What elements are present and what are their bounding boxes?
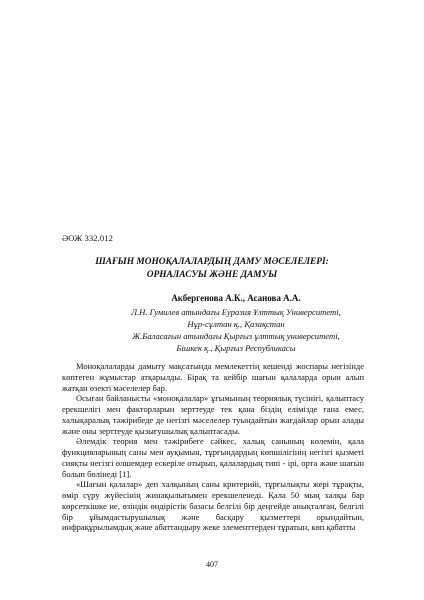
author-names: Акбергенова А.К., Асанова А.А. bbox=[171, 293, 301, 303]
affiliation-line: Бішкек қ., Қырғыз Республикасы bbox=[176, 343, 296, 353]
paragraph: Осыған байланысты «моноқалалар» ұғымының теориялық түсінігі, қалыптасу ерекшелігі мен факторларын зерттеуде тек қана біздің елімізде ғана емес, халықаралық тәжірибеде де негізгі мәселелер туындайтын жағдайлар орын алады және оны зерттеуде қызығушылық қалыптасады. bbox=[62, 393, 364, 436]
paragraph: «Шағын қалалар» деп халқының саны критерийі, тұрғылықты жері тұрақты, өмір сүру жүйесінің жинақылығымен ерекшеленеді. Қала 50 мың халқы бар көрсеткішке ие, өзіндік өндірістік базасы белгілі бір деңгейде анықталған, белгілі бір ұйымдастырушылық және басқару қызметтері орындайтын, инфрақұрылымдық және абаттандыру жеке элементтерден тұратын, көп қабатты bbox=[62, 479, 364, 533]
udc-code: ӘОЖ 332.012 bbox=[62, 233, 114, 243]
body-text bbox=[62, 361, 364, 533]
affiliation-line: Л.Н. Гумилев атындағы Еуразия Ұлттық Университеті, bbox=[131, 307, 341, 317]
paragraph: Әлемдік теория мен тәжірибеге сәйкес, халық санының көлемін, қала функцияларының саны мен ауқымын, тұрғындардың көпшілігінің негізгі қызметі сияқты негізгі өлшемдер ескеріле отырып, қалалардың типі - ірі, орта және шағын болып бөлінеді [1]. bbox=[62, 436, 364, 479]
paper-title-line-1: ШАҒЫН МОНОҚАЛАЛАРДЫҢ ДАМУ МӘСЕЛЕЛЕРІ: bbox=[95, 257, 329, 267]
affiliation-line: Нұр-сұлтан қ., Қазақстан bbox=[187, 319, 285, 329]
affiliation-line: Ж.Баласағын атындағы Қырғыз ұлттық университеті, bbox=[132, 331, 340, 341]
page-number: 407 bbox=[206, 560, 218, 569]
paper-title-line-2: ОРНАЛАСУЫ ЖӘНЕ ДАМУЫ bbox=[146, 270, 278, 280]
paragraph: Моноқалаларды дамыту мақсатында мемлекеттің кешенді жоспары негізінде көптеген жұмыстар атқарылды. Бірақ та кейбір шағын қалаларда орын алып жатқан өзекті мәселелер бар. bbox=[62, 361, 364, 393]
